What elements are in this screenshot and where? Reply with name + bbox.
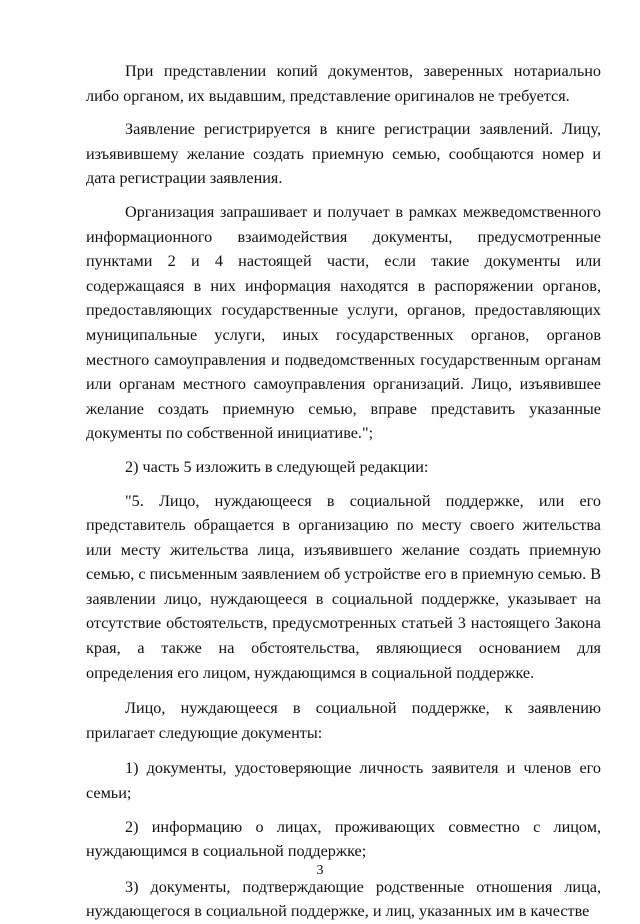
list-item-cohabitants-info: 2) информацию о лицах, проживающих совместно с лицом, нуждающимся в социальной поддержке; xyxy=(86,817,601,861)
page-number: 3 xyxy=(316,863,324,878)
paragraph-attached-documents: Лицо, нуждающееся в социальной поддержке, к заявлению прилагает следующие документы: xyxy=(86,699,601,742)
paragraph-part-5-text: "5. Лицо, нуждающееся в социальной поддержке, или его представитель обращается в организацию по месту своего жительства или месту жительства лица, изъявившего желание создать приемную семью, с письменным заявлением об устройстве его в приемную семью. В заявлении лицо, нуждающееся в социальной поддержке, указывает на отсутствие обстоятельств, предусмотренных статьей 3 настоящего Закона края, а также на обстоятельства, являющиеся основанием для определения его лицом, нуждающимся в социальной поддержке. xyxy=(86,491,601,682)
paragraph-registration: Заявление регистрируется в книге регистрации заявлений. Лицу, изъявившему желание создать приемную семью, сообщаются номер и дата регистрации заявления. xyxy=(86,120,601,188)
document-body xyxy=(86,59,601,924)
paragraph-amendment-part-5: 2) часть 5 изложить в следующей редакции: xyxy=(125,457,429,476)
paragraph-interagency-request: Организация запрашивает и получает в рамках межведомственного информационного взаимодействия документы, предусмотренные пунктами 2 и 4 настоящей части, если такие документы или содержащаяся в них информация находятся в распоряжении органов, предоставляющих государственные услуги, органов, предоставляющих муниципальные услуги, иных государственных органов, органов местного самоуправления и подведомственных государственным органам или органам местного самоуправления организаций. Лицо, изъявившее желание создать приемную семью, вправе представить указанные документы по собственной инициативе."; xyxy=(86,202,601,443)
list-item-identity-documents: 1) документы, удостоверяющие личность заявителя и членов его семьи; xyxy=(86,759,601,803)
paragraph-copies-notarized: При представлении копий документов, заверенных нотариально либо органом, их выдавшим, представление оригиналов не требуется. xyxy=(86,62,601,105)
list-item-kinship-documents: 3) документы, подтверждающие родственные отношения лица, нуждающегося в социальной поддержке, и лиц, указанных им в качестве xyxy=(86,877,601,921)
